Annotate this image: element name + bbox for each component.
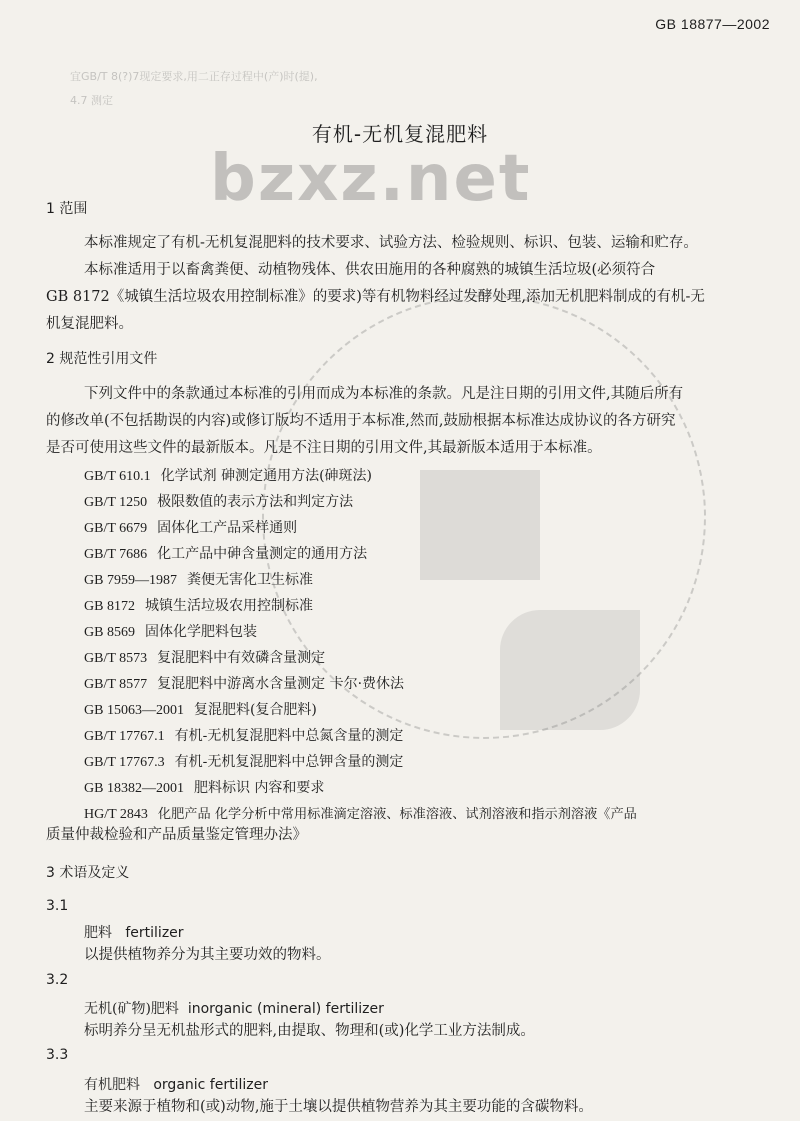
- section-heading: 3 术语及定义: [46, 865, 130, 881]
- reference-code: GB/T 8573: [84, 651, 148, 666]
- reference-code: GB/T 6679: [84, 521, 148, 536]
- paragraph-line: 的修改单(不包括勘误的内容)或修订版均不适用于本标准,然而,鼓励根据本标准达成协议的各方研究: [46, 413, 676, 429]
- term-number: 3.3: [46, 1047, 69, 1063]
- reference-title: 固体化工产品采样通则: [157, 520, 298, 536]
- paragraph-line: 下列文件中的条款通过本标准的引用而成为本标准的条款。凡是注日期的引用文件,其随后所有: [84, 386, 684, 402]
- term-heading: [84, 1074, 268, 1094]
- reference-title: 化肥产品 化学分析中常用标准滴定溶液、标准溶液、试剂溶液和指示剂溶液《产品: [157, 807, 637, 822]
- term-definition: 以提供植物养分为其主要功效的物料。: [84, 947, 331, 963]
- section-heading: 2 规范性引用文件: [46, 351, 158, 367]
- paragraph-line: GB 8172《城镇生活垃圾农用控制标准》的要求)等有机物料经过发酵处理,添加无机肥料制成的有机-无: [46, 289, 705, 305]
- term-definition: 标明养分呈无机盐形式的肥料,由提取、物理和(或)化学工业方法制成。: [84, 1023, 535, 1039]
- faded-seal-mark: [500, 610, 640, 730]
- reference-code: GB 18382—2001: [84, 781, 184, 796]
- term-en: organic fertilizer: [153, 1077, 268, 1093]
- faded-seal-mark: [420, 470, 540, 580]
- reference-item: [84, 751, 403, 771]
- reference-item: [84, 803, 637, 823]
- reference-code: GB/T 17767.1: [84, 729, 165, 744]
- paragraph-line: 本标准适用于以畜禽粪便、动植物残体、供农田施用的各种腐熟的城镇生活垃圾(必须符合: [84, 262, 656, 278]
- reference-code: GB/T 8577: [84, 677, 148, 692]
- reference-item: [84, 647, 325, 667]
- reference-item: [84, 621, 257, 641]
- standard-number: GB 18877—2002: [655, 16, 770, 32]
- reference-item: [84, 595, 313, 615]
- reference-item: [84, 517, 297, 537]
- paragraph-line: 机复混肥料。: [46, 316, 133, 332]
- reference-code: GB 8172: [84, 599, 135, 614]
- reference-code: GB/T 17767.3: [84, 755, 165, 770]
- reference-code: GB/T 7686: [84, 547, 148, 562]
- reference-title: 复混肥料中游离水含量测定 卡尔·费休法: [157, 676, 405, 692]
- reference-title: 复混肥料中有效磷含量测定: [157, 650, 326, 666]
- reference-title: 化学试剂 砷测定通用方法(砷斑法): [160, 468, 373, 484]
- reference-title: 极限数值的表示方法和判定方法: [157, 494, 354, 510]
- reference-item: [84, 543, 367, 563]
- bleed-through-text: 宜GB/T 8(?)7现定要求,用二正存过程中(产)时(提),: [70, 70, 318, 83]
- section-heading: 1 范围: [46, 201, 88, 217]
- term-heading: [84, 998, 384, 1018]
- reference-title: 粪便无害化卫生标准: [186, 572, 313, 588]
- term-zh: 有机肥料: [84, 1077, 140, 1093]
- term-zh: 肥料: [84, 925, 112, 941]
- reference-item: [84, 725, 403, 745]
- bleed-through-text: 4.7 测定: [70, 94, 113, 107]
- reference-code: GB/T 610.1: [84, 469, 151, 484]
- reference-item: [84, 491, 353, 511]
- term-heading: [84, 922, 184, 942]
- reference-title: 复混肥料(复合肥料): [193, 702, 317, 718]
- reference-item: [84, 699, 317, 719]
- reference-item: [84, 673, 404, 693]
- reference-code: GB 15063—2001: [84, 703, 184, 718]
- paragraph-line: 本标准规定了有机-无机复混肥料的技术要求、试验方法、检验规则、标识、包装、运输和贮存。: [84, 235, 698, 251]
- watermark: bzxz.net: [210, 142, 532, 216]
- reference-item: [84, 465, 372, 485]
- reference-code: HG/T 2843: [84, 807, 148, 822]
- term-en: inorganic (mineral) fertilizer: [187, 1001, 384, 1017]
- reference-title: 城镇生活垃圾农用控制标准: [144, 598, 313, 614]
- term-en: fertilizer: [125, 925, 184, 941]
- reference-title: 有机-无机复混肥料中总钾含量的测定: [174, 754, 404, 770]
- reference-title: 固体化学肥料包装: [144, 624, 257, 640]
- reference-code: GB/T 1250: [84, 495, 148, 510]
- reference-title: 化工产品中砷含量测定的通用方法: [157, 546, 368, 562]
- reference-title: 肥料标识 内容和要求: [193, 780, 325, 796]
- term-definition-cutoff: 主要来源于植物和(或)动物,施于土壤以提供植物营养为其主要功能的含碳物料。: [84, 1099, 593, 1115]
- document-title: 有机-无机复混肥料: [311, 122, 489, 146]
- reference-item: [84, 777, 324, 797]
- reference-code: GB 7959—1987: [84, 573, 177, 588]
- paragraph-line: 是否可使用这些文件的最新版本。凡是不注日期的引用文件,其最新版本适用于本标准。: [46, 440, 602, 456]
- term-number: 3.2: [46, 972, 69, 988]
- reference-title: 有机-无机复混肥料中总氮含量的测定: [174, 728, 404, 744]
- term-number: 3.1: [46, 898, 69, 914]
- term-zh: 无机(矿物)肥料: [84, 1001, 179, 1017]
- reference-continuation: 质量仲裁检验和产品质量鉴定管理办法》: [46, 827, 307, 843]
- reference-item: [84, 569, 313, 589]
- reference-code: GB 8569: [84, 625, 135, 640]
